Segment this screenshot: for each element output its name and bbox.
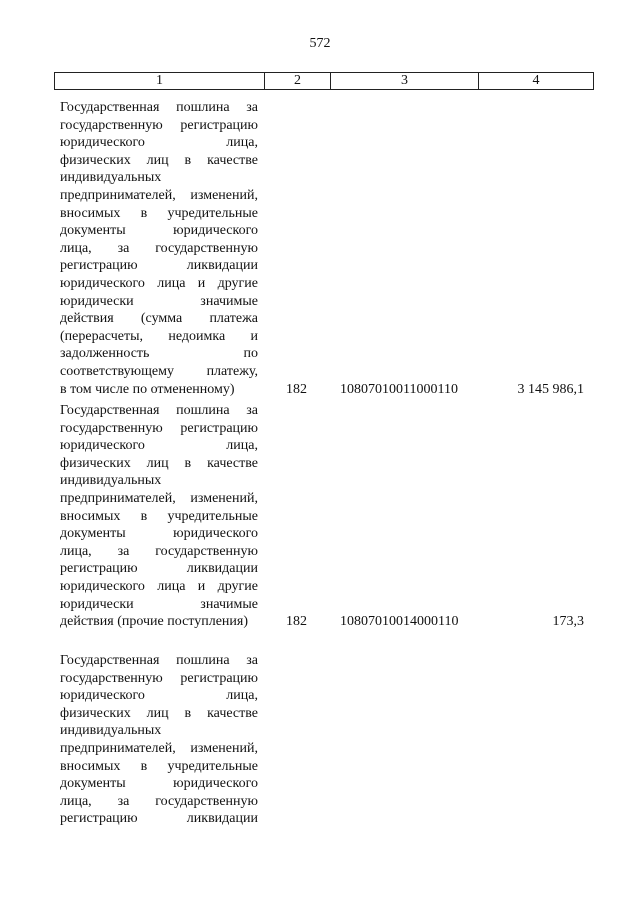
description-line: юридического лица и другие: [60, 275, 258, 291]
description-line: предпринимателей, изменений,: [60, 740, 258, 756]
description-line: государственную регистрацию: [60, 670, 258, 686]
description-line: Государственная пошлина за: [60, 403, 258, 418]
header-col-3: 3: [331, 73, 479, 89]
description-line: лица, за государственную: [60, 240, 258, 256]
table-row: [60, 99, 594, 399]
description-line: юридического лица,: [60, 438, 258, 454]
description-line: юридического лица,: [60, 688, 258, 704]
description-line: вносимых в учредительные: [60, 508, 258, 524]
header-col-2: 2: [265, 73, 331, 89]
description-line: лица, за государственную: [60, 543, 258, 559]
description-line: Государственная пошлина за: [60, 653, 258, 668]
table-row: [60, 402, 594, 632]
description-line: документы юридического: [60, 526, 258, 542]
description-line: документы юридического: [60, 223, 258, 239]
description-line: действия (сумма платежа: [60, 311, 258, 327]
description-line: предпринимателей, изменений,: [60, 490, 258, 506]
description-line: индивидуальных: [60, 170, 162, 186]
row-amount: 3 145 986,1: [517, 381, 584, 397]
description-line: (перерасчеты, недоимка и: [60, 328, 258, 344]
description-line: индивидуальных: [60, 723, 162, 739]
description-line: физических лиц в качестве: [60, 455, 258, 471]
row-amount: 173,3: [552, 614, 584, 630]
row-kbk: 10807010011000110: [340, 381, 458, 397]
description-line: юридически значимые: [60, 596, 258, 612]
description-line: государственную регистрацию: [60, 420, 258, 436]
description-line: документы юридического: [60, 776, 258, 792]
row-kbk: 10807010014000110: [340, 614, 459, 630]
description-line: физических лиц в качестве: [60, 705, 258, 721]
page-number: 572: [309, 36, 331, 51]
description-line: в том числе по отмененному): [60, 381, 235, 397]
description-line: индивидуальных: [60, 473, 162, 489]
row-code: 182: [286, 614, 307, 630]
description-line: регистрацию ликвидации: [60, 811, 258, 827]
header-col-4: 4: [532, 73, 540, 88]
description-line: физических лиц в качестве: [60, 152, 258, 168]
description-line: соответствующему платежу,: [60, 363, 258, 379]
description-line: регистрацию ликвидации: [60, 561, 258, 577]
row-description: [60, 402, 258, 631]
row-description: [60, 652, 258, 828]
row-description: [60, 99, 258, 398]
description-line: юридического лица,: [60, 135, 258, 151]
description-line: задолженность по: [60, 346, 258, 362]
description-line: вносимых в учредительные: [60, 205, 258, 221]
table-row: [60, 652, 594, 832]
description-line: юридического лица и другие: [60, 578, 258, 594]
description-line: Государственная пошлина за: [60, 100, 258, 115]
row-code: 182: [286, 381, 307, 397]
description-line: юридически значимые: [60, 293, 258, 309]
table-header: [54, 72, 594, 90]
header-col-1: 1: [55, 73, 265, 89]
description-line: государственную регистрацию: [60, 117, 258, 133]
description-line: вносимых в учредительные: [60, 758, 258, 774]
description-line: предпринимателей, изменений,: [60, 187, 258, 203]
description-line: действия (прочие поступления): [60, 614, 249, 630]
description-line: лица, за государственную: [60, 793, 258, 809]
description-line: регистрацию ликвидации: [60, 258, 258, 274]
